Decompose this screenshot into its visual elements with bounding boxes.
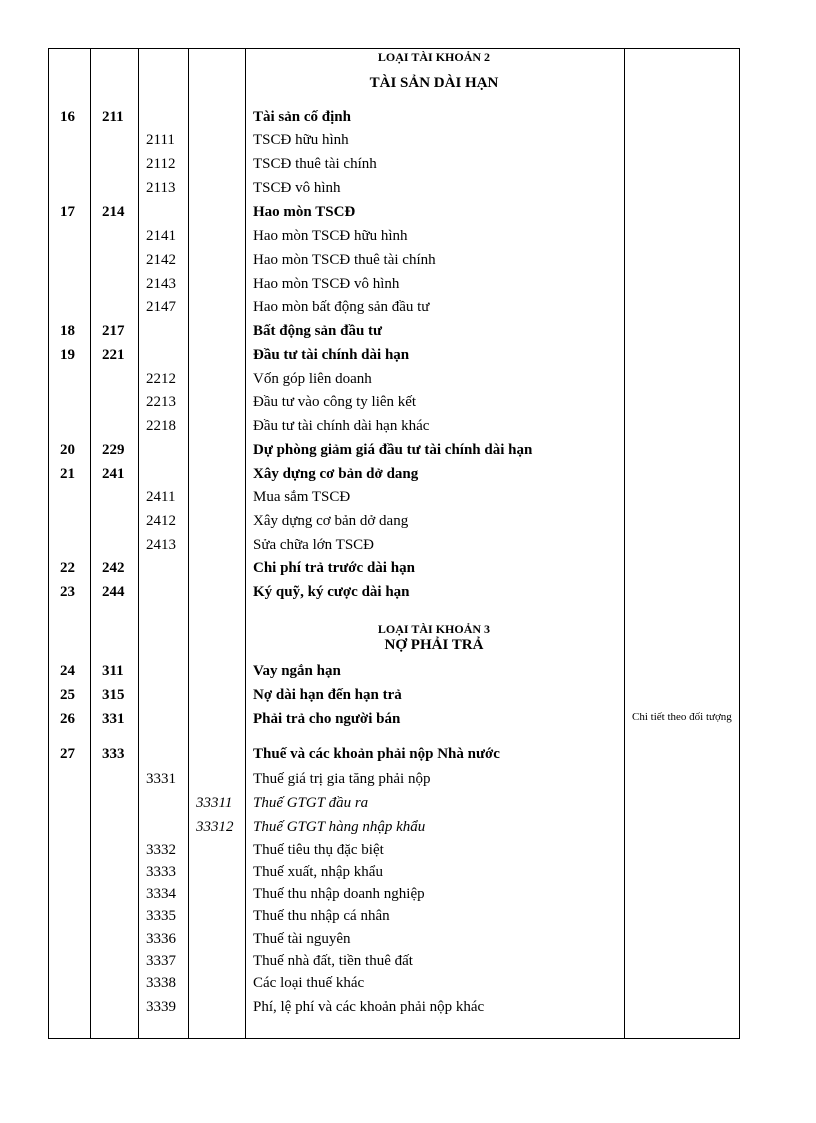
account-order-number: 17	[60, 204, 75, 220]
account-name: Chi phí trả trước dài hạn	[253, 560, 415, 576]
table-row	[48, 792, 740, 816]
account-name: Thuế nhà đất, tiền thuê đất	[253, 953, 413, 969]
table-row	[48, 768, 740, 792]
account-code-level1: 311	[102, 663, 124, 679]
table-row	[48, 905, 740, 929]
account-code-level1: 211	[102, 109, 124, 125]
table-row	[48, 950, 740, 974]
account-name: TSCĐ hữu hình	[253, 132, 349, 148]
account-code-level2: 2412	[146, 513, 176, 529]
account-code-level2: 3331	[146, 771, 176, 787]
account-code-level2: 2111	[146, 132, 175, 148]
table-row	[48, 861, 740, 885]
account-code-level2: 3337	[146, 953, 176, 969]
account-code-level2: 2413	[146, 537, 176, 553]
account-code-level1: 217	[102, 323, 125, 339]
table-row	[48, 391, 740, 415]
account-code-level2: 3339	[146, 999, 176, 1015]
account-code-level1: 242	[102, 560, 125, 576]
account-code-level2: 2112	[146, 156, 176, 172]
table-row	[48, 415, 740, 439]
table-row	[48, 996, 740, 1020]
account-name: Vay ngắn hạn	[253, 663, 341, 679]
account-order-number: 21	[60, 466, 75, 482]
section3-title: NỢ PHẢI TRẢ	[384, 637, 484, 653]
account-code-level3: 33311	[196, 795, 233, 811]
account-code-level2: 3332	[146, 842, 176, 858]
account-order-number: 16	[60, 109, 75, 125]
table-row	[48, 129, 740, 153]
account-name: Bất động sản đầu tư	[253, 323, 383, 339]
account-name: Phí, lệ phí và các khoản phải nộp khác	[253, 999, 485, 1015]
account-code-level2: 2113	[146, 180, 176, 196]
account-name: TSCĐ vô hình	[253, 180, 341, 196]
table-row	[48, 486, 740, 510]
account-name: Phải trả cho người bán	[253, 711, 401, 727]
table-row	[48, 972, 740, 996]
account-name: Thuế xuất, nhập khẩu	[253, 864, 383, 880]
section2-label: LOẠI TÀI KHOẢN 2	[377, 50, 491, 64]
table-row	[48, 839, 740, 863]
account-name: Thuế thu nhập doanh nghiệp	[253, 886, 425, 902]
table-row	[48, 273, 740, 297]
account-code-level1: 241	[102, 466, 125, 482]
table-row	[48, 296, 740, 320]
account-code-level2: 2218	[146, 418, 176, 434]
account-code-level1: 315	[102, 687, 125, 703]
account-code-level2: 3333	[146, 864, 176, 880]
account-code-level1: 333	[102, 746, 125, 762]
account-name: Hao mòn TSCĐ	[253, 204, 356, 220]
table-row	[48, 510, 740, 534]
account-order-number: 22	[60, 560, 75, 576]
table-row	[48, 534, 740, 558]
account-name: Xây dựng cơ bản dở dang	[253, 466, 419, 482]
table-row	[48, 883, 740, 907]
account-order-number: 26	[60, 711, 75, 727]
account-code-level2: 3335	[146, 908, 176, 924]
table-row	[48, 684, 740, 708]
account-order-number: 19	[60, 347, 75, 363]
account-name: Thuế và các khoản phải nộp Nhà nước	[253, 746, 500, 762]
account-name: TSCĐ thuê tài chính	[253, 156, 377, 172]
account-order-number: 23	[60, 584, 75, 600]
account-order-number: 20	[60, 442, 75, 458]
table-row	[48, 201, 740, 225]
account-code-level2: 2141	[146, 228, 176, 244]
section3-label: LOẠI TÀI KHOẢN 3	[377, 622, 491, 636]
account-name: Thuế giá trị gia tăng phải nộp	[253, 771, 431, 787]
account-name: Hao mòn TSCĐ hữu hình	[253, 228, 408, 244]
account-order-number: 18	[60, 323, 75, 339]
table-row	[48, 557, 740, 581]
table-row	[48, 816, 740, 840]
account-code-level1: 331	[102, 711, 125, 727]
account-name: Mua sắm TSCĐ	[253, 489, 351, 505]
account-code-level2: 2213	[146, 394, 176, 410]
account-name: Thuế tiêu thụ đặc biệt	[253, 842, 384, 858]
account-order-number: 25	[60, 687, 75, 703]
account-code-level2: 2212	[146, 371, 176, 387]
account-name: Vốn góp liên doanh	[253, 371, 372, 387]
account-name: Hao mòn TSCĐ thuê tài chính	[253, 252, 436, 268]
account-name: Các loại thuế khác	[253, 975, 365, 991]
account-code-level3: 33312	[196, 819, 234, 835]
table-row	[48, 249, 740, 273]
table-row	[48, 225, 740, 249]
account-name: Thuế GTGT hàng nhập khẩu	[253, 819, 426, 835]
account-code-level2: 3338	[146, 975, 176, 991]
account-code-level2: 2142	[146, 252, 176, 268]
account-name: Xây dựng cơ bản dở dang	[253, 513, 409, 529]
account-code-level1: 244	[102, 584, 125, 600]
account-name: Thuế GTGT đầu ra	[253, 795, 369, 811]
account-name: Thuế tài nguyên	[253, 931, 351, 947]
account-code-level2: 2147	[146, 299, 176, 315]
account-name: Đầu tư vào công ty liên kết	[253, 394, 417, 410]
account-name: Thuế thu nhập cá nhân	[253, 908, 390, 924]
account-code-level1: 229	[102, 442, 125, 458]
table-row	[48, 660, 740, 684]
table-row	[48, 106, 740, 130]
table-row	[48, 368, 740, 392]
table-row	[48, 177, 740, 201]
section2-title: TÀI SẢN DÀI HẠN	[369, 75, 499, 91]
account-name: Đầu tư tài chính dài hạn	[253, 347, 410, 363]
account-name: Ký quỹ, ký cược dài hạn	[253, 584, 410, 600]
account-code-level2: 3336	[146, 931, 176, 947]
table-row	[48, 153, 740, 177]
account-name: Hao mòn TSCĐ vô hình	[253, 276, 400, 292]
account-name: Hao mòn bất động sản đầu tư	[253, 299, 430, 315]
table-row	[48, 439, 740, 463]
account-name: Nợ dài hạn đến hạn trả	[253, 687, 402, 703]
table-row	[48, 463, 740, 487]
account-name: Tài sản cố định	[253, 109, 351, 125]
table-row	[48, 344, 740, 368]
table-row	[48, 320, 740, 344]
account-name: Sửa chữa lớn TSCĐ	[253, 537, 374, 553]
account-name: Dự phòng giảm giá đầu tư tài chính dài hạn	[253, 442, 533, 458]
account-note: Chi tiết theo đối tượng	[632, 711, 732, 723]
account-order-number: 27	[60, 746, 75, 762]
table-row	[48, 928, 740, 952]
account-name: Đầu tư tài chính dài hạn khác	[253, 418, 430, 434]
account-code-level1: 214	[102, 204, 125, 220]
table-row	[48, 743, 740, 767]
account-code-level2: 2411	[146, 489, 176, 505]
account-code-level2: 2143	[146, 276, 176, 292]
account-code-level2: 3334	[146, 886, 176, 902]
table-row	[48, 581, 740, 605]
account-code-level1: 221	[102, 347, 125, 363]
account-order-number: 24	[60, 663, 75, 679]
